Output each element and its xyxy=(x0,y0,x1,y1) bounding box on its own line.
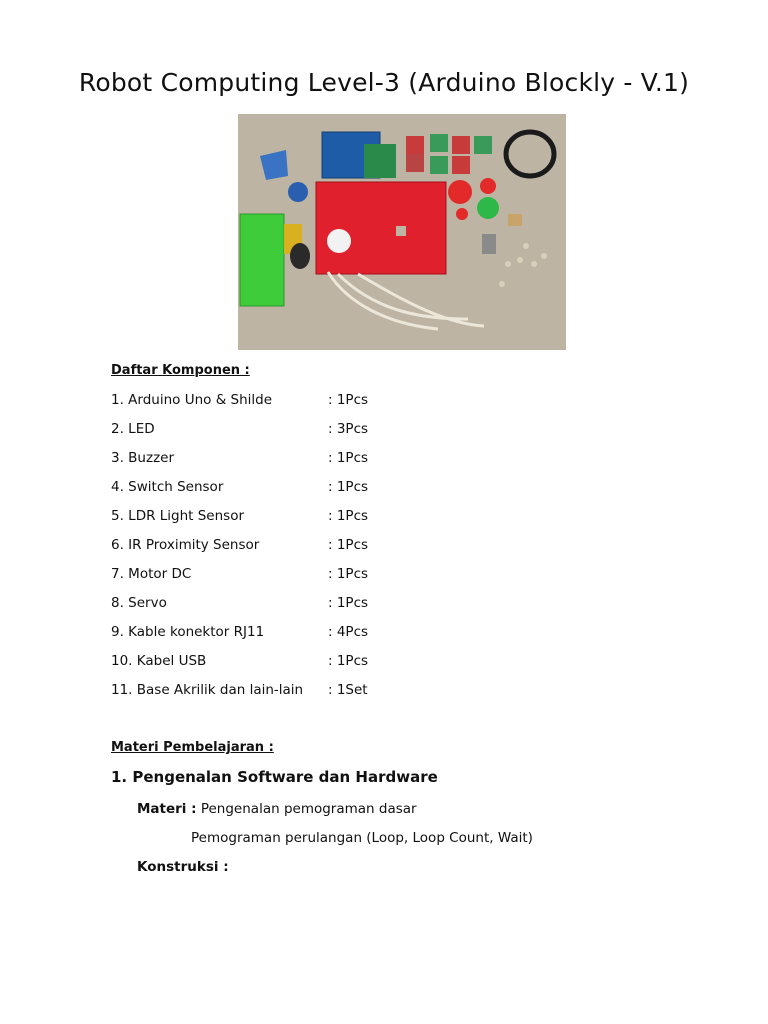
component-row xyxy=(111,479,511,497)
component-name: 5. LDR Light Sensor xyxy=(111,508,245,524)
component-qty: : 1Pcs xyxy=(328,595,369,611)
materials-heading: Materi Pembelajaran : xyxy=(111,740,274,755)
component-qty: : 1Pcs xyxy=(328,392,369,408)
components-heading: Daftar Komponen : xyxy=(111,363,250,378)
component-qty: : 1Pcs xyxy=(328,508,369,524)
component-row xyxy=(111,566,511,584)
component-qty: : 4Pcs xyxy=(328,624,369,640)
component-row xyxy=(111,682,511,700)
component-name: 9. Kable konektor RJ11 xyxy=(111,624,265,640)
component-qty: : 1Pcs xyxy=(328,653,369,669)
component-row xyxy=(111,508,511,526)
component-row xyxy=(111,537,511,555)
page-title: Robot Computing Level-3 (Arduino Blockly - V.1) xyxy=(78,68,690,97)
component-name: 4. Switch Sensor xyxy=(111,479,224,495)
component-name: 6. IR Proximity Sensor xyxy=(111,537,260,553)
component-row xyxy=(111,392,511,410)
component-name: 7. Motor DC xyxy=(111,566,192,582)
component-qty: : 1Pcs xyxy=(328,566,369,582)
component-name: 2. LED xyxy=(111,421,155,437)
lesson-title: 1. Pengenalan Software dan Hardware xyxy=(111,768,438,786)
component-row xyxy=(111,595,511,613)
component-qty: : 1Pcs xyxy=(328,537,369,553)
component-name: 3. Buzzer xyxy=(111,450,175,466)
materi-label: Materi : xyxy=(137,801,197,817)
component-row xyxy=(111,450,511,468)
component-name: 10. Kabel USB xyxy=(111,653,207,669)
konstruksi-label: Konstruksi : xyxy=(137,859,229,875)
robot-kit-photo xyxy=(238,114,566,350)
component-qty: : 1Pcs xyxy=(328,450,369,466)
component-name: 1. Arduino Uno & Shilde xyxy=(111,392,273,408)
materi-line xyxy=(137,801,417,817)
component-qty: : 3Pcs xyxy=(328,421,369,437)
materi-text: Pengenalan pemograman dasar xyxy=(200,801,417,817)
component-qty: : 1Set xyxy=(328,682,368,698)
robot-kit-illustration xyxy=(238,114,566,350)
component-row xyxy=(111,653,511,671)
component-row xyxy=(111,624,511,642)
component-qty: : 1Pcs xyxy=(328,479,369,495)
component-name: 11. Base Akrilik dan lain-lain xyxy=(111,682,304,698)
component-row xyxy=(111,421,511,439)
component-name: 8. Servo xyxy=(111,595,167,611)
materi-line-2: Pemograman perulangan (Loop, Loop Count, Wait) xyxy=(191,830,533,846)
